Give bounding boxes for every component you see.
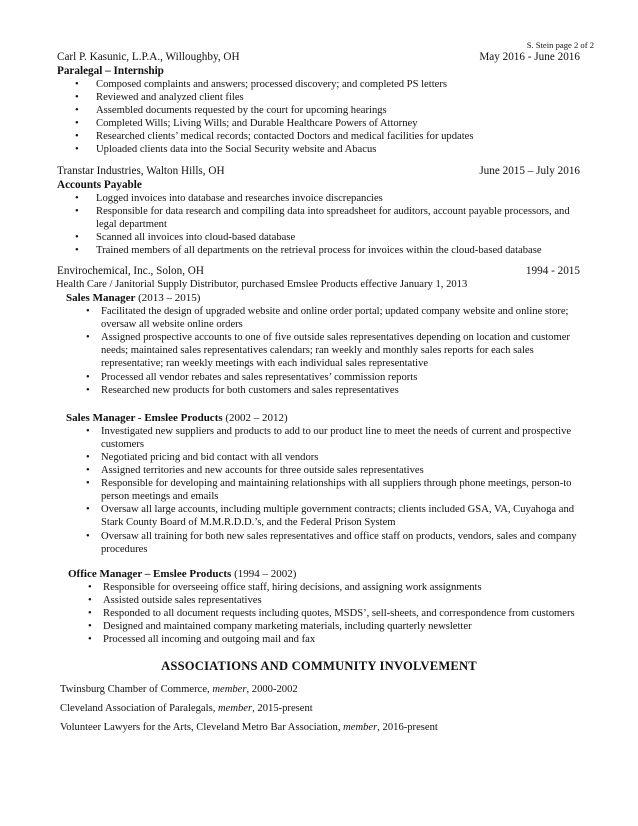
bullet-item: • Facilitated the design of upgraded website and online order portal; updated company website and online store; oversaw all website online orders <box>66 305 580 331</box>
job-kasunic <box>57 50 580 157</box>
role-office-manager-emslee <box>57 567 580 646</box>
association-role: member <box>218 703 253 714</box>
bullet-item: • Processed all vendor rebates and sales representatives’ commission reports <box>66 371 580 384</box>
bullet-item: • Assigned prospective accounts to one of five outside sales representatives depending on location and customer needs; maintained sales representatives calendars; ran weekly and monthly sales reports for each sales representative; ran weekly meetings with each individual sales representative <box>66 331 580 370</box>
bullet-item: • Investigated new suppliers and products to add to our product line to meet the needs of current and prospective customers <box>66 425 580 451</box>
role-sales-manager <box>57 291 580 397</box>
role-bullets <box>66 425 580 556</box>
role-sales-manager-emslee <box>57 411 580 556</box>
job-title: Paralegal – Internship <box>57 65 164 77</box>
role-period: (1994 – 2002) <box>231 567 297 580</box>
job-bullets <box>57 192 580 257</box>
association-org: Twinsburg Chamber of Commerce, <box>60 684 213 695</box>
bullet-item: • Completed Wills; Living Wills; and Durable Healthcare Powers of Attorney <box>57 117 580 130</box>
job-bullets <box>57 78 580 157</box>
company-name: Envirochemical, Inc., Solon, OH <box>57 265 204 277</box>
role-title <box>66 291 580 305</box>
company-name: Carl P. Kasunic, L.P.A., Willoughby, OH <box>57 51 240 63</box>
job-dates: May 2016 - June 2016 <box>479 51 580 63</box>
job-header <box>57 50 580 64</box>
role-name: Sales Manager <box>66 292 136 305</box>
company-description: Health Care / Janitorial Supply Distributor, purchased Emslee Products effective January 1, 2013 <box>56 279 468 290</box>
job-title: Accounts Payable <box>57 179 142 191</box>
bullet-item: • Negotiated pricing and bid contact with all vendors <box>66 451 580 464</box>
bullet-item: • Designed and maintained company marketing materials, including quarterly newsletter <box>68 620 580 633</box>
role-period: (2002 – 2012) <box>222 411 288 424</box>
bullet-item: • Processed all incoming and outgoing mail and fax <box>68 633 580 646</box>
bullet-item: • Responsible for data research and compiling data into spreadsheet for auditors, account payable processors, and legal department <box>57 205 580 231</box>
association-org: Cleveland Association of Paralegals, <box>60 703 218 714</box>
company-name: Transtar Industries, Walton Hills, OH <box>57 165 225 177</box>
page-number: S. Stein page 2 of 2 <box>526 40 594 50</box>
association-item <box>60 683 298 696</box>
association-years: , 2000-2002 <box>246 684 298 695</box>
bullet-item: • Responded to all document requests including quotes, MSDS’, sell-sheets, and correspondence from customers <box>68 607 580 620</box>
role-name: Sales Manager - Emslee Products <box>66 411 223 424</box>
bullet-item: • Researched clients’ medical records; contacted Doctors and medical facilities for updates <box>57 130 580 143</box>
bullet-item: • Reviewed and analyzed client files <box>57 91 580 104</box>
bullet-item: • Composed complaints and answers; processed discovery; and completed PS letters <box>57 78 580 91</box>
job-dates: June 2015 – July 2016 <box>479 165 580 177</box>
association-item <box>60 721 438 734</box>
job-header <box>57 164 580 178</box>
role-period: (2013 – 2015) <box>135 292 201 305</box>
job-envirochemical <box>57 264 580 646</box>
bullet-item: • Oversaw all large accounts, including multiple government contracts; clients included GSA, VA, Cuyahoga and Stark County Board of M.M.R.D.D.’s, and the Federal Prison System <box>66 503 580 529</box>
bullet-item: • Responsible for developing and maintaining relationships with all suppliers through phone meetings, person-to person meetings and emails <box>66 477 580 503</box>
job-dates: 1994 - 2015 <box>525 265 580 277</box>
association-org: Volunteer Lawyers for the Arts, Cleveland Metro Bar Association, <box>60 722 344 733</box>
bullet-item: • Assembled documents requested by the court for upcoming hearings <box>57 104 580 117</box>
association-role: member <box>212 684 247 695</box>
associations-heading: ASSOCIATIONS AND COMMUNITY INVOLVEMENT <box>161 659 477 673</box>
bullet-item: • Trained members of all departments on the retrieval process for invoices within the cloud-based database <box>57 244 580 257</box>
role-name: Office Manager – Emslee Products <box>68 567 232 580</box>
bullet-item: • Responsible for overseeing office staff, hiring decisions, and assigning work assignments <box>68 581 580 594</box>
role-bullets <box>66 305 580 397</box>
association-years: , 2016-present <box>377 722 438 733</box>
bullet-item: • Scanned all invoices into cloud-based database <box>57 231 580 244</box>
bullet-item: • Oversaw all training for both new sales representatives and office staff on products, vendors, sales and company procedures <box>66 530 580 556</box>
association-item <box>60 702 313 715</box>
bullet-item: • Uploaded clients data into the Social Security website and Abacus <box>57 143 580 156</box>
bullet-item: • Assisted outside sales representatives <box>68 594 580 607</box>
bullet-item: • Logged invoices into database and researches invoice discrepancies <box>57 192 580 205</box>
role-title <box>66 411 580 425</box>
job-header <box>57 264 580 278</box>
bullet-item: • Assigned territories and new accounts for three outside sales representatives <box>66 464 580 477</box>
association-years: , 2015-present <box>252 703 313 714</box>
bullet-item: • Researched new products for both customers and sales representatives <box>66 384 580 397</box>
job-transtar <box>57 164 580 257</box>
role-bullets <box>68 581 580 646</box>
association-role: member <box>343 722 378 733</box>
role-title <box>68 567 580 581</box>
